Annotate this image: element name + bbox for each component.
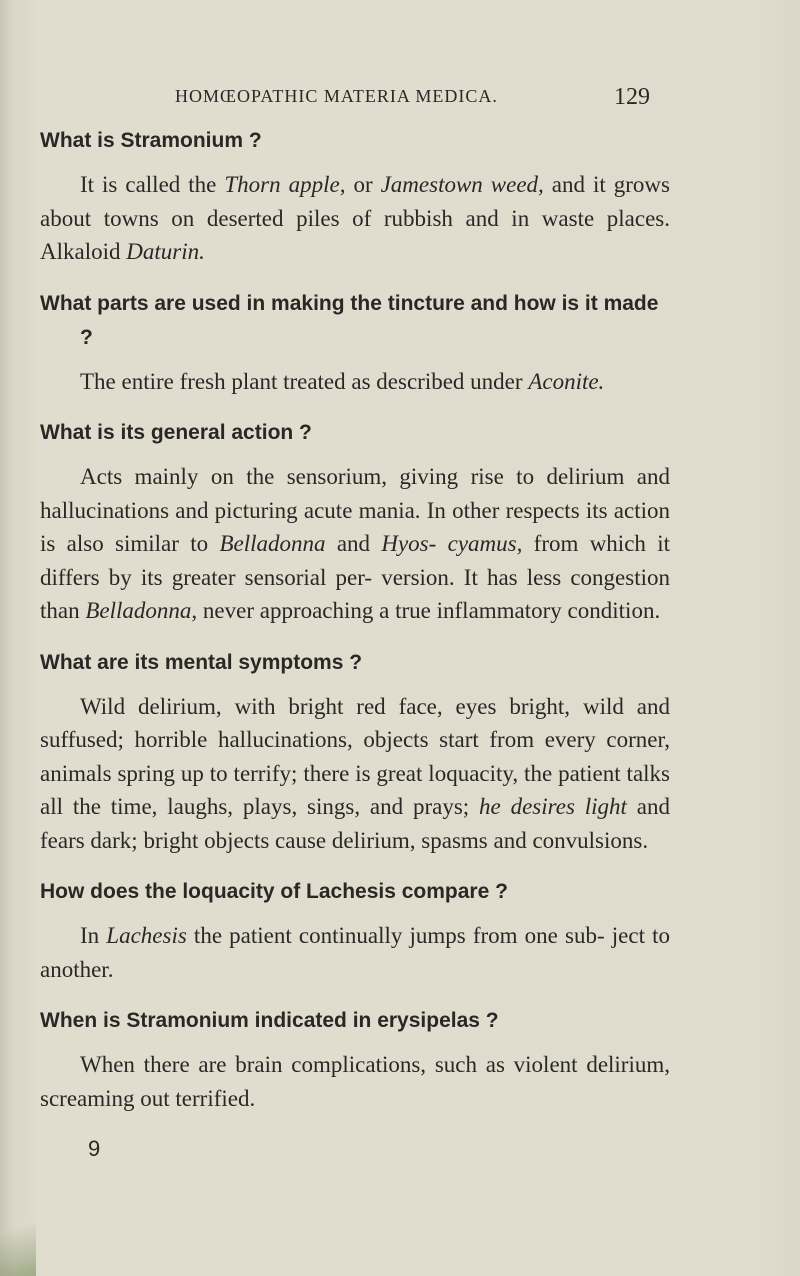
question: What are its mental symptoms ? [40,650,363,674]
answer-italic-text: Lachesis [106,923,187,948]
question: What is Stramonium ? [40,129,262,152]
answer-text: Wild delirium, with bright red face, eyes bright, wild and suffused; horrible hallucinations, objects start from every corner, animals spring up to terrify; there is great loquacity, the patient talks all the time, laughs, plays, sings, and prays; [40,693,670,819]
answer-text: from which it differs by its greater sensorial per- version. It has less congestion than [40,531,671,623]
question: What parts are used in making the tincture and how is it made ? [40,291,659,349]
answer [40,1048,670,1115]
answer-italic-text: Daturin. [126,239,205,264]
answer-text: and it grows about towns on deserted piles of rubbish and in waste places. Alkaloid [40,172,670,264]
answer-text: In [80,923,107,948]
answer [40,365,670,399]
answer-italic-text: Hyos- cyamus, [381,531,523,556]
answer-italic-text: Belladonna [219,531,326,556]
page-edge-shadow [0,1196,36,1276]
answer [40,690,670,858]
answer [40,168,670,269]
answer [40,460,670,628]
qa-body [40,124,670,1133]
answer-text: and fears dark; bright objects cause delirium, spasms and convulsions. [40,794,670,853]
answer-italic-text: Aconite. [528,368,605,394]
page-number: 129 [614,84,650,110]
question: What is its general action ? [40,421,312,444]
answer-text: When there are brain complications, such as violent delirium, screaming out terrified. [40,1052,670,1111]
answer-text: or [345,172,381,197]
question: How does the loquacity of Lachesis compare ? [40,880,508,903]
answer-italic-text: Thorn apple, [224,172,346,197]
answer-text: never approaching a true inflammatory condition. [197,598,661,623]
answer [40,919,670,986]
signature-mark: 9 [88,1136,101,1161]
answer-italic-text: he desires light [479,794,627,819]
answer-text: Acts mainly on the sensorium, giving rise to delirium and hallucinations and picturing acute mania. In other respects its action is also similar to [40,464,670,556]
running-title: HOMŒOPATHIC MATERIA MEDICA. [175,86,498,106]
answer-italic-text: Jamestown weed, [380,172,544,197]
question: When is Stramonium indicated in erysipelas ? [40,1009,499,1032]
answer-text: The entire fresh plant treated as described under [80,368,529,394]
answer-text: and [325,531,382,556]
answer-text: It is called the [80,172,225,197]
answer-text: the patient continually jumps from one sub- ject to another. [40,923,670,982]
answer-italic-text: Belladonna, [85,598,198,623]
